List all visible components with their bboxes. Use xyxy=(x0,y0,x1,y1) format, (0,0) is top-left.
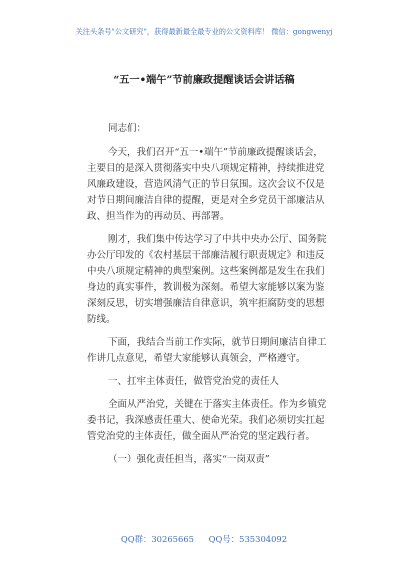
body-line: 深刻反思，切实增强廉洁自律意识，筑牢拒腐防变的思想 xyxy=(87,298,325,309)
body-line: 同志们： xyxy=(108,123,147,134)
body-line: 全面从严治党，关键在于落实主体责任。作为乡镇党 xyxy=(108,399,327,410)
body-line: 对节日期间廉洁自律的提醒，更是对全乡党员干部廉洁从 xyxy=(87,195,325,206)
body-line: 今天，我们召开“五一•端午”节前廉政提醒谈话会， xyxy=(108,147,323,158)
header-note: 关注头条号"公文研究"，获得最新最全最专业的公文资料库！ 微信：gongwenyj xyxy=(75,27,333,36)
body-line: 作讲几点意见，希望大家能够认真领会，严格遵守。 xyxy=(87,353,306,364)
body-line: 委书记，我深感责任重大、使命光荣。我们必须切实扛起 xyxy=(87,415,325,426)
footer-qq-group: QQ群：30265665 xyxy=(120,534,194,544)
body-line: 防线。 xyxy=(87,314,116,325)
body-line: 中央八项规定精神的典型案例。这些案例都是发生在我们 xyxy=(87,266,325,277)
body-line: 身边的真实事件，教训极为深刻。希望大家能够以案为鉴 xyxy=(87,282,325,293)
body-line: 办公厅印发的《农村基层干部廉洁履行职责规定》和违反 xyxy=(87,250,325,261)
footer-qq-number: QQ号：535304092 xyxy=(208,534,288,544)
subsection-heading: （一）强化责任担当，落实“一岗双责” xyxy=(108,454,270,465)
body-line: 主要目的是深入贯彻落实中央八项规定精神，持续推进党 xyxy=(87,163,325,174)
body-line: 刚才，我们集中传达学习了中共中央办公厅、国务院 xyxy=(108,234,327,245)
document-title: “五一•端午”节前廉政提醒谈话会讲话稿 xyxy=(113,74,295,86)
body-line: 下面，我结合当前工作实际，就节日期间廉洁自律工 xyxy=(108,337,327,348)
body-line: 政、担当作为的再动员、再部署。 xyxy=(87,211,230,222)
section-heading: 一、扛牢主体责任，做管党治党的责任人 xyxy=(108,376,280,387)
body-line: 风廉政建设，营造风清气正的节日氛围。这次会议不仅是 xyxy=(87,179,325,190)
footer-contact xyxy=(0,533,408,545)
body-line: 管党治党的主体责任，做全面从严治党的坚定践行者。 xyxy=(87,431,316,442)
